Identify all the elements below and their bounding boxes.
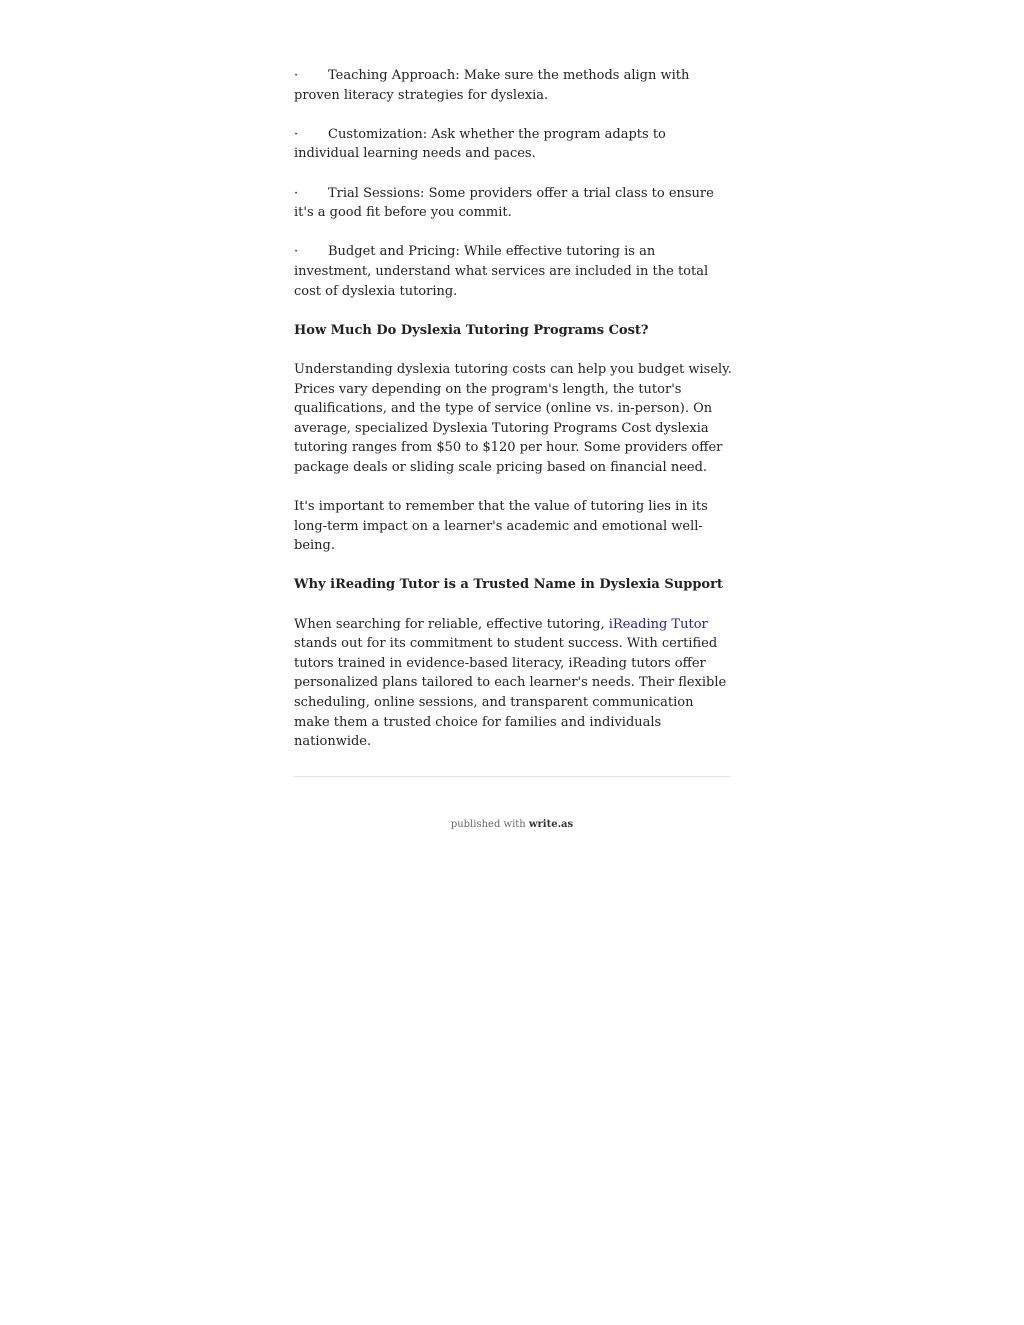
paragraph-trusted	[294, 615, 732, 752]
bullet-marker: ·	[294, 244, 299, 260]
footer-divider	[294, 776, 730, 777]
article-body	[294, 66, 732, 771]
paragraph-cost-1: Understanding dyslexia tutoring costs can help you budget wisely. Prices vary depending on the program's length, the tutor's qualifications, and the type of service (online vs. in-person). On average, specialized Dyslexia Tutoring Programs Cost dyslexia tutoring ranges from $50 to $120 per hour. Some providers offer package deals or sliding scale pricing based on financial need.	[294, 361, 732, 475]
heading-trusted: Why iReading Tutor is a Trusted Name in Dyslexia Support	[294, 577, 723, 593]
bullet-marker: ·	[294, 185, 299, 201]
bullet-text: Budget and Pricing: While effective tutoring is an investment, understand what services are included in the total cost of dyslexia tutoring.	[294, 244, 709, 299]
footer	[0, 819, 1024, 830]
bullet-text: Customization: Ask whether the program adapts to individual learning needs and paces.	[294, 126, 666, 162]
paragraph-trusted-lead: When searching for reliable, effective tutoring,	[294, 616, 609, 632]
bullet-item	[294, 184, 732, 223]
bullet-text: Trial Sessions: Some providers offer a trial class to ensure it's a good fit before you commit.	[294, 185, 714, 221]
bullet-text: Teaching Approach: Make sure the methods align with proven literacy strategies for dyslexia.	[294, 68, 690, 103]
paragraph-trusted-rest: stands out for its commitment to student success. With certified tutors trained in evidence-based literacy, iReading tutors offer personalized plans tailored to each learner's needs. Their flexible scheduling, online sessions, and transparent communication make them a trusted choice for families and individuals nationwide.	[294, 636, 727, 750]
bullet-item	[294, 66, 732, 105]
write-as-link[interactable]: write.as	[528, 819, 574, 830]
paragraph-cost-2: It's important to remember that the value of tutoring lies in its long-term impact on a learner's academic and emotional well-being.	[294, 499, 708, 554]
heading-cost: How Much Do Dyslexia Tutoring Programs Cost?	[294, 322, 649, 338]
bullet-item	[294, 125, 732, 164]
bullet-item	[294, 242, 732, 301]
bullet-marker: ·	[294, 68, 299, 83]
bullet-marker: ·	[294, 126, 299, 142]
ireading-tutor-link[interactable]: iReading Tutor	[608, 616, 708, 632]
footer-prefix: published with	[450, 819, 529, 830]
